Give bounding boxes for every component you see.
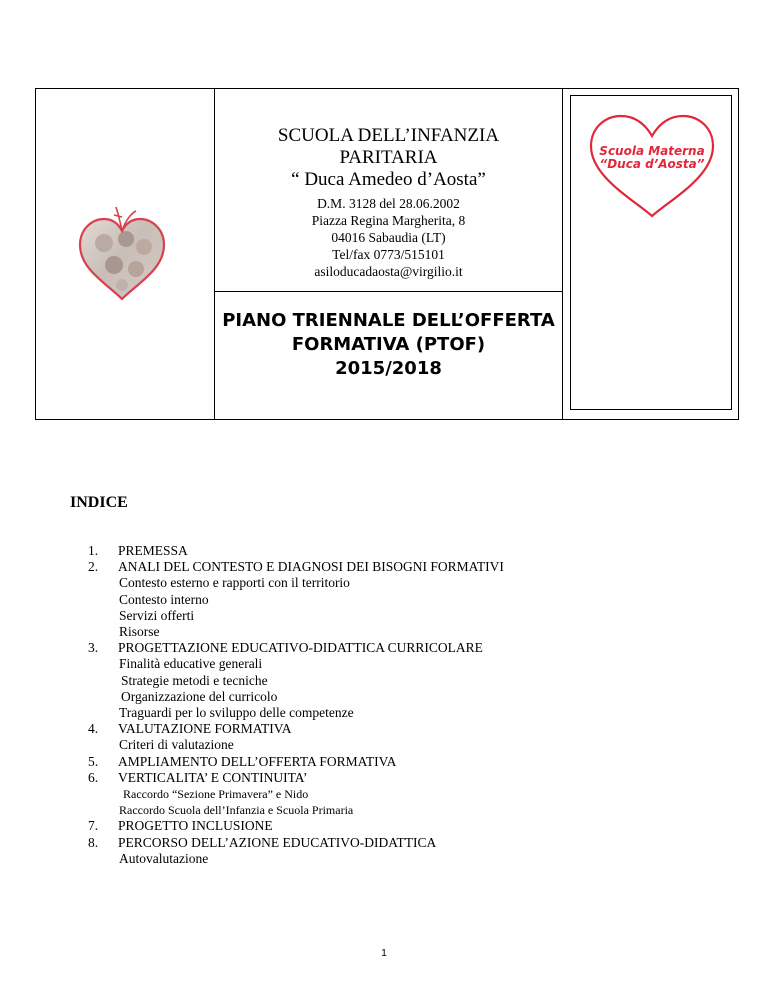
toc-item: 1. PREMESSA: [88, 543, 188, 558]
ptof-title-line1: PIANO TRIENNALE DELL’OFFERTA: [222, 310, 555, 331]
toc-item: 5. AMPLIAMENTO DELL’OFFERTA FORMATIVA: [88, 753, 397, 769]
toc-subitem: Finalità educative generali: [119, 656, 263, 672]
school-info-block: [215, 125, 562, 280]
toc-item: 8. PERCORSO DELL’AZIONE EDUCATIVO-DIDATTICA: [88, 834, 437, 850]
school-city: 04016 Sabaudia (LT): [331, 230, 446, 245]
page-number: 1: [381, 948, 387, 959]
index-title: INDICE: [70, 494, 128, 511]
school-name: “ Duca Amedeo d’Aosta”: [291, 169, 486, 190]
heart-logo-text-line2: “Duca d’Aosta”: [599, 157, 705, 171]
toc-subitem: Contesto interno: [119, 591, 209, 607]
table-divider-middle: [214, 291, 563, 292]
toc-subitem: Risorse: [119, 624, 160, 640]
school-decree: D.M. 3128 del 28.06.2002: [317, 196, 460, 211]
toc-item: 6. VERTICALITA’ E CONTINUITA’: [88, 769, 308, 785]
table-divider-right: [562, 89, 563, 419]
toc-subitem: Criteri di valutazione: [119, 737, 234, 753]
school-phone: Tel/fax 0773/515101: [332, 247, 445, 262]
school-address: Piazza Regina Margherita, 8: [311, 213, 466, 228]
header-table: [35, 88, 739, 420]
toc-subitem: Traguardi per lo sviluppo delle competenze: [119, 705, 354, 721]
toc-subitem: Raccordo Scuola dell’Infanzia e Scuola Primaria: [119, 803, 354, 818]
right-logo-box: [570, 95, 732, 410]
toc-item: 7. PROGETTO INCLUSIONE: [88, 818, 273, 834]
toc-subitem: Servizi offerti: [119, 607, 195, 623]
school-title-line1: SCUOLA DELL’INFANZIA: [277, 125, 500, 146]
table-of-contents: [88, 543, 748, 867]
toc-item: 4. VALUTAZIONE FORMATIVA: [88, 721, 292, 737]
toc-subitem: Autovalutazione: [119, 850, 209, 866]
toc-subitem: Strategie metodi e tecniche: [121, 672, 268, 688]
heart-photo-logo-icon: [76, 203, 168, 303]
toc-subitem: Contesto esterno e rapporti con il territorio: [119, 575, 350, 591]
toc-item: 3. PROGETTAZIONE EDUCATIVO-DIDATTICA CURRICOLARE: [88, 640, 483, 656]
toc-item: 2. ANALI DEL CONTESTO E DIAGNOSI DEI BISOGNI FORMATIVI: [88, 559, 504, 575]
school-email: asiloducadaosta@virgilio.it: [314, 264, 463, 279]
ptof-title-block: [215, 309, 562, 381]
ptof-years: 2015/2018: [335, 358, 442, 379]
heart-logo-text: [585, 145, 719, 171]
ptof-title-line2: FORMATIVA (PTOF): [291, 334, 486, 355]
heart-logo-text-line1: Scuola Materna: [599, 144, 705, 158]
school-title-line2: PARITARIA: [339, 147, 438, 168]
toc-subitem: Organizzazione del curricolo: [121, 688, 278, 704]
toc-subitem: Raccordo “Sezione Primavera” e Nido: [123, 787, 309, 802]
